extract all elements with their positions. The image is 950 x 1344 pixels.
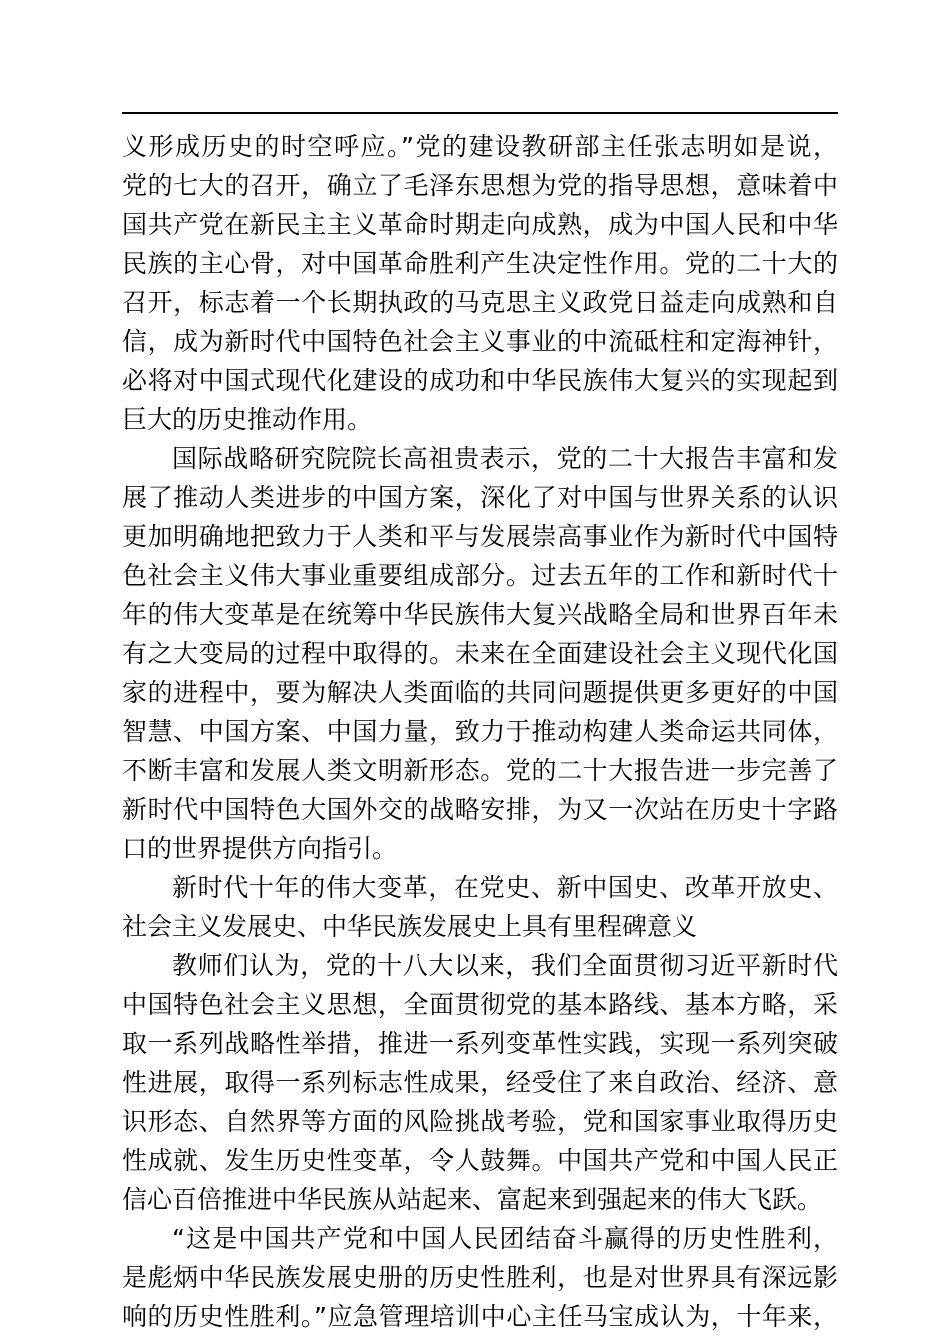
text-line: 中国特色社会主义思想，全面贯彻党的基本路线、基本方略，采 — [122, 990, 838, 1019]
text-line: 性成就、发生历史性变革，令人鼓舞。中国共产党和中国人民正 — [122, 1146, 838, 1175]
text-line: 更加明确地把致力于人类和平与发展崇高事业作为新时代中国特 — [122, 522, 838, 551]
header-rule — [122, 112, 838, 114]
text-line: 识形态、自然界等方面的风险挑战考验，党和国家事业取得历史 — [122, 1107, 838, 1136]
paragraph-4 — [122, 1219, 838, 1336]
article-body — [122, 127, 838, 1336]
text-line: 信心百倍推进中华民族从站起来、富起来到强起来的伟大飞跃。 — [122, 1185, 823, 1214]
text-line: 党的七大的召开，确立了毛泽东思想为党的指导思想，意味着中 — [122, 171, 838, 200]
text-line: “这是中国共产党和中国人民团结奋斗赢得的历史性胜利， — [172, 1224, 838, 1253]
text-line: 取一系列战略性举措，推进一系列变革性实践，实现一系列突破 — [122, 1029, 838, 1058]
text-line: 新时代十年的伟大变革，在党史、新中国史、改革开放史、 — [172, 873, 838, 902]
text-line: 社会主义发展史、中华民族发展史上具有里程碑意义 — [122, 912, 698, 941]
text-line: 性进展，取得一系列标志性成果，经受住了来自政治、经济、意 — [122, 1068, 838, 1097]
text-line: 展了推动人类进步的中国方案，深化了对中国与世界关系的认识 — [122, 483, 838, 512]
text-line: 是彪炳中华民族发展史册的历史性胜利，也是对世界具有深远影 — [122, 1263, 838, 1292]
text-line: 国共产党在新民主主义革命时期走向成熟，成为中国人民和中华 — [122, 210, 838, 239]
text-line: 响的历史性胜利。”应急管理培训中心主任马宝成认为，十年来， — [122, 1302, 838, 1331]
text-line: 巨大的历史推动作用。 — [122, 405, 373, 434]
paragraph-1 — [122, 127, 838, 439]
text-line: 信，成为新时代中国特色社会主义事业的中流砥柱和定海神针， — [122, 327, 838, 356]
paragraph-2 — [122, 439, 838, 868]
text-line: 教师们认为，党的十八大以来，我们全面贯彻习近平新时代 — [172, 951, 838, 980]
text-line: 不断丰富和发展人类文明新形态。党的二十大报告进一步完善了 — [122, 756, 838, 785]
text-line: 色社会主义伟大事业重要组成部分。过去五年的工作和新时代十 — [122, 561, 838, 590]
text-line: 义形成历史的时空呼应。”党的建设教研部主任张志明如是说， — [122, 132, 838, 161]
text-line: 必将对中国式现代化建设的成功和中华民族伟大复兴的实现起到 — [122, 366, 838, 395]
text-line: 民族的主心骨，对中国革命胜利产生决定性作用。党的二十大的 — [122, 249, 838, 278]
paragraph-3 — [122, 946, 838, 1219]
text-line: 新时代中国特色大国外交的战略安排，为又一次站在历史十字路 — [122, 795, 838, 824]
text-line: 召开，标志着一个长期执政的马克思主义政党日益走向成熟和自 — [122, 288, 838, 317]
text-line: 口的世界提供方向指引。 — [122, 834, 398, 863]
text-line: 国际战略研究院院长高祖贵表示，党的二十大报告丰富和发 — [172, 444, 838, 473]
text-line: 年的伟大变革是在统筹中华民族伟大复兴战略全局和世界百年未 — [122, 600, 838, 629]
text-line: 家的进程中，要为解决人类面临的共同问题提供更多更好的中国 — [122, 678, 838, 707]
text-line: 智慧、中国方案、中国力量，致力于推动构建人类命运共同体， — [122, 717, 838, 746]
section-heading — [122, 868, 838, 946]
text-line: 有之大变局的过程中取得的。未来在全面建设社会主义现代化国 — [122, 639, 838, 668]
